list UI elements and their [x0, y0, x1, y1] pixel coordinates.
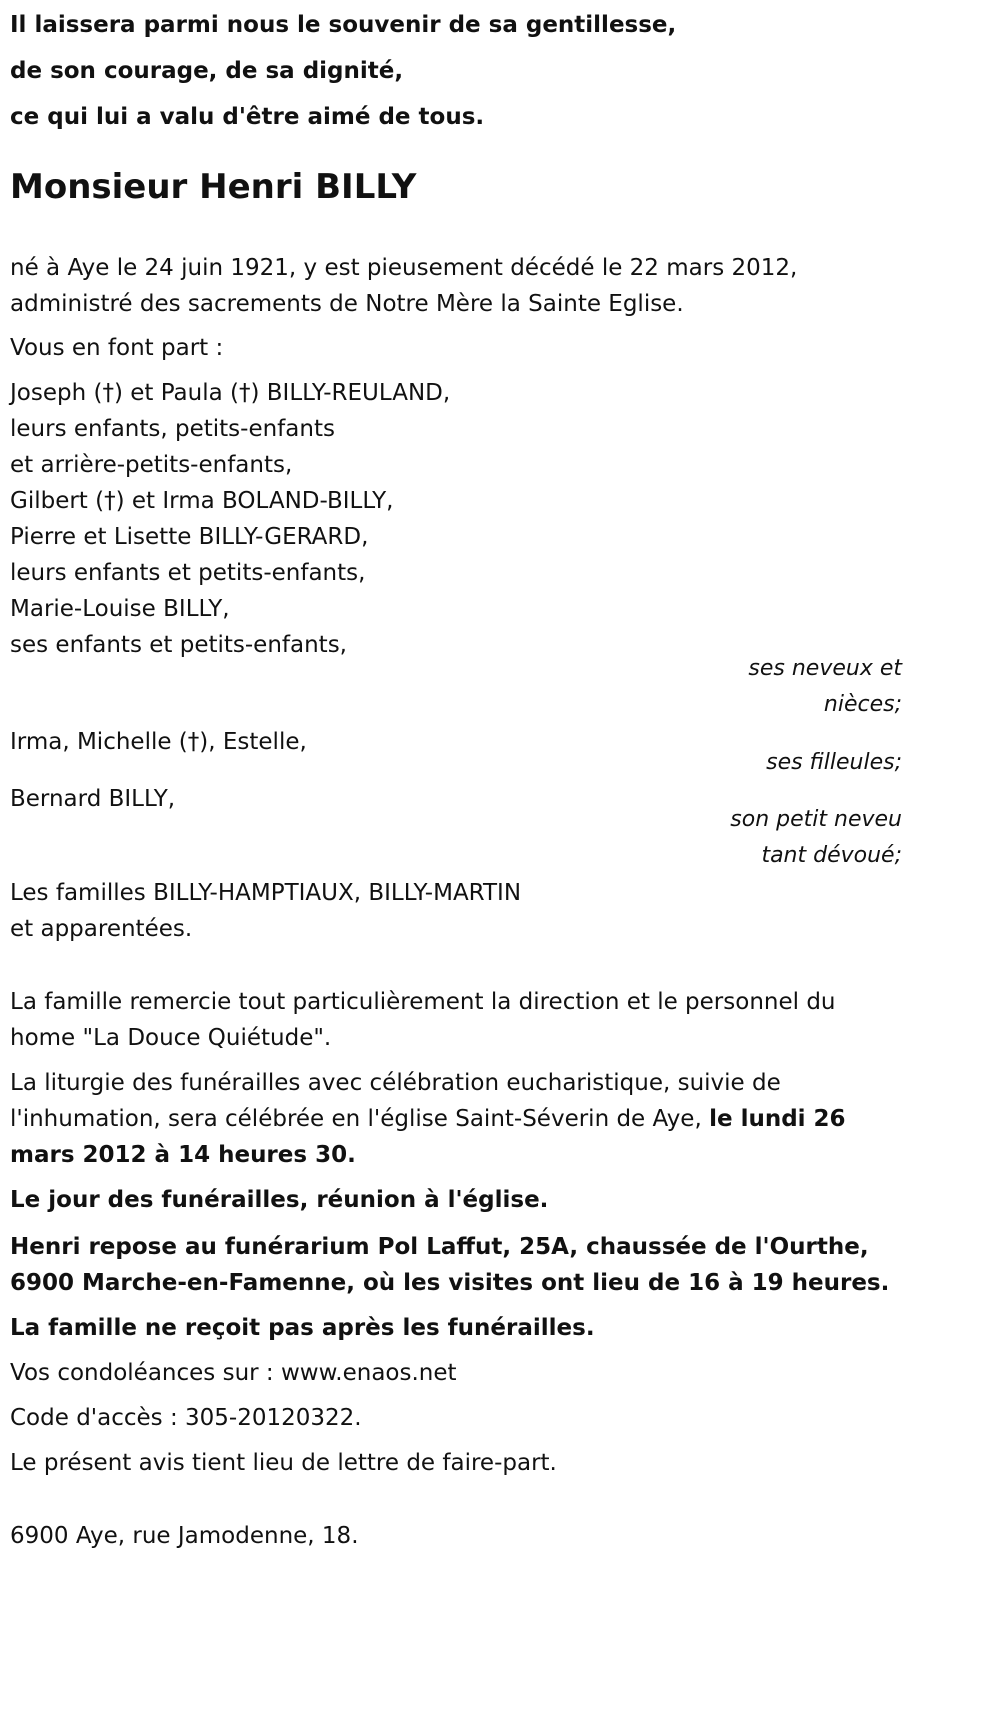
role-line: nièces;: [823, 692, 902, 717]
family-line: Joseph (†) et Paula (†) BILLY-REULAND,: [10, 380, 451, 406]
role-line: ses neveux et: [748, 656, 902, 681]
family-line: leurs enfants, petits-enfants: [10, 416, 335, 442]
grandnephew-name: Bernard BILLY,: [10, 786, 176, 812]
intro-quote: [10, 2, 676, 140]
birth-line: né à Aye le 24 juin 1921, y est pieusement décédé le 22 mars 2012,: [10, 255, 798, 281]
liturgy-line: [10, 1101, 846, 1137]
thanks-line: La famille remercie tout particulièrement la direction et le personnel du: [10, 989, 836, 1015]
notice-text: Le présent avis tient lieu de lettre de faire-part.: [10, 1450, 557, 1476]
family-list: [10, 375, 450, 663]
family-line: leurs enfants et petits-enfants,: [10, 560, 366, 586]
funeral-home-line: Henri repose au funérarium Pol Laffut, 25A, chaussée de l'Ourthe,: [10, 1234, 869, 1260]
intro-line: Il laissera parmi nous le souvenir de sa gentillesse,: [10, 12, 677, 38]
sacrament-line: administré des sacrements de Notre Mère la Sainte Eglise.: [10, 291, 684, 317]
thanks-text: [10, 984, 836, 1056]
funeral-home-text: [10, 1229, 889, 1301]
deceased-name: Monsieur Henri BILLY: [10, 167, 417, 207]
no-reception-text: La famille ne reçoit pas après les funérailles.: [10, 1315, 595, 1341]
intro-line: ce qui lui a valu d'être aimé de tous.: [10, 104, 485, 130]
family-line: Marie-Louise BILLY,: [10, 596, 230, 622]
liturgy-line-normal: l'inhumation, sera célébrée en l'église Saint-Séverin de Aye,: [10, 1106, 710, 1132]
role-nephews: [748, 651, 902, 723]
families-line: Les familles BILLY-HAMPTIAUX, BILLY-MARTIN: [10, 880, 522, 906]
announce-text: Vous en font part :: [10, 335, 224, 361]
role-goddaughters: ses filleules;: [766, 750, 902, 775]
birth-death-info: [10, 250, 797, 322]
goddaughters-names: Irma, Michelle (†), Estelle,: [10, 729, 307, 755]
liturgy-text: [10, 1065, 846, 1173]
thanks-line: home "La Douce Quiétude".: [10, 1025, 332, 1051]
liturgy-time-bold: mars 2012 à 14 heures 30.: [10, 1142, 356, 1168]
intro-line: de son courage, de sa dignité,: [10, 58, 404, 84]
role-line: tant dévoué;: [761, 843, 902, 868]
family-line: Pierre et Lisette BILLY-GERARD,: [10, 524, 369, 550]
gathering-text: Le jour des funérailles, réunion à l'église.: [10, 1187, 549, 1213]
family-line: ses enfants et petits-enfants,: [10, 632, 347, 658]
condolences-text: Vos condoléances sur : www.enaos.net: [10, 1360, 457, 1386]
role-grandnephew: [730, 802, 902, 874]
role-line: son petit neveu: [730, 807, 902, 832]
address-text: 6900 Aye, rue Jamodenne, 18.: [10, 1523, 359, 1549]
liturgy-line: La liturgie des funérailles avec célébration eucharistique, suivie de: [10, 1070, 781, 1096]
family-line: Gilbert (†) et Irma BOLAND-BILLY,: [10, 488, 394, 514]
families-line: et apparentées.: [10, 916, 193, 942]
liturgy-date-bold: le lundi 26: [709, 1106, 846, 1132]
access-code-text: Code d'accès : 305-20120322.: [10, 1405, 362, 1431]
families-text: [10, 875, 521, 947]
funeral-home-line: 6900 Marche-en-Famenne, où les visites ont lieu de 16 à 19 heures.: [10, 1270, 890, 1296]
family-line: et arrière-petits-enfants,: [10, 452, 293, 478]
